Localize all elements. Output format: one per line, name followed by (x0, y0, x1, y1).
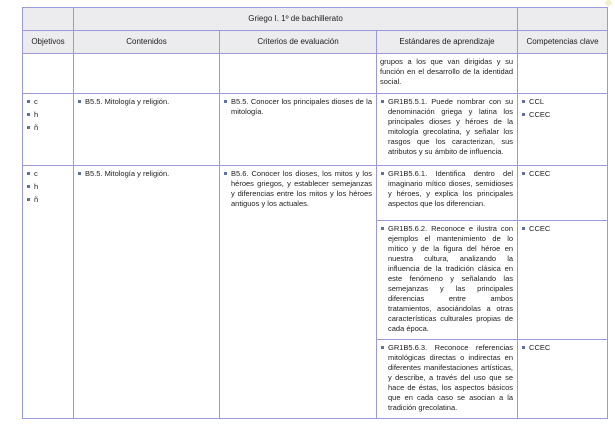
bullet-square-icon (27, 126, 30, 129)
objetivo-item (26, 182, 69, 192)
contenidos-cell (74, 166, 220, 419)
criterio-text: B5.6. Conocer los dioses, los mitos y los héroes griegos, y establecer semejanzas y diferencias entre los mitos y los héroes antiguos y los actuales. (231, 169, 372, 208)
table-row-continuation (23, 54, 608, 94)
bullet-square-icon (27, 172, 30, 175)
estandar-item (380, 169, 513, 209)
criterios-cell (220, 94, 377, 166)
bullet-square-icon (224, 100, 227, 103)
competencia-item (521, 224, 603, 234)
competencia-text: CCEC (529, 169, 551, 178)
column-header-estandares: Estándares de aprendizaje (377, 31, 518, 54)
estandar-item (380, 97, 513, 157)
bullet-square-icon (381, 227, 384, 230)
criterios-cell-empty (220, 54, 377, 94)
group-header-empty-left (23, 8, 74, 31)
criterio-item (223, 169, 372, 209)
bullet-square-icon (27, 198, 30, 201)
criterios-cell (220, 166, 377, 419)
objetivos-cell (23, 166, 74, 419)
competencia-item (521, 110, 603, 120)
table-row-b56-sub1 (23, 166, 608, 221)
estandares-cell (377, 221, 518, 340)
objetivo-text: c (34, 97, 38, 106)
objetivos-cell-empty (23, 54, 74, 94)
column-header-objetivos: Objetivos (23, 31, 74, 54)
competencia-text: CCL (529, 97, 545, 106)
objetivo-item (26, 110, 69, 120)
curriculum-table (22, 7, 608, 419)
bullet-square-icon (27, 185, 30, 188)
bullet-square-icon (27, 113, 30, 116)
bullet-square-icon (522, 172, 525, 175)
estandares-cell (377, 340, 518, 419)
competencias-cell (518, 166, 608, 221)
criterio-item (223, 97, 372, 117)
bullet-square-icon (224, 172, 227, 175)
contenidos-cell-empty (74, 54, 220, 94)
column-header-competencias: Competencias clave (518, 31, 608, 54)
objetivo-item (26, 97, 69, 107)
bullet-square-icon (78, 100, 81, 103)
contenido-item (77, 169, 215, 179)
group-title-cell (74, 8, 518, 31)
estandar-text: GR1B5.6.3. Reconoce referencias mitológicas directas o indirectas en diferentes manifestaciones artísticas, y describe, a través del uso que se hace de éstas, los aspectos básicos que en cada caso se asocian a la tradición grecolatina. (388, 343, 514, 412)
objetivos-cell (23, 94, 74, 166)
estandar-text: GR1B5.5.1. Puede nombrar con su denominación griega y latina los principales dioses y héroes de la mitología grecolatina, y señalar los rasgos que los caracterizan, sus atributos y su ámbito de influencia. (388, 97, 514, 156)
contenidos-cell (74, 94, 220, 166)
estandar-item (380, 343, 513, 413)
objetivo-text: c (34, 169, 38, 178)
bullet-square-icon (522, 346, 525, 349)
objetivo-item (26, 123, 69, 133)
competencia-text: CCEC (529, 110, 551, 119)
group-header-empty-right (518, 8, 608, 31)
contenido-text: B5.5. Mitología y religión. (85, 169, 170, 178)
bullet-square-icon (27, 100, 30, 103)
estandares-cell (377, 94, 518, 166)
bullet-square-icon (381, 100, 384, 103)
competencia-item (521, 343, 603, 353)
criterio-text: B5.5. Conocer los principales dioses de la mitología. (231, 97, 372, 116)
objetivo-text: ñ (34, 195, 39, 204)
competencias-cell (518, 94, 608, 166)
table-row-b55 (23, 94, 608, 166)
bullet-square-icon (78, 172, 81, 175)
bullet-square-icon (381, 172, 384, 175)
competencias-cell (518, 221, 608, 340)
objetivo-item (26, 195, 69, 205)
contenido-text: B5.5. Mitología y religión. (85, 97, 170, 106)
estandares-cell (377, 166, 518, 221)
estandar-text: GR1B5.6.1. Identifica dentro del imaginario mítico dioses, semidioses y héroes, y explica los principales aspectos que los diferencian. (388, 169, 514, 208)
objetivo-item (26, 169, 69, 179)
competencia-text: CCEC (529, 343, 551, 352)
column-header-row (23, 31, 608, 54)
objetivo-text: h (34, 110, 39, 119)
bullet-square-icon (522, 113, 525, 116)
column-header-contenidos: Contenidos (74, 31, 220, 54)
estandares-cell (377, 54, 518, 94)
competencia-text: CCEC (529, 224, 551, 233)
page-corner-highlight-mark (605, 0, 612, 6)
bullet-square-icon (522, 227, 525, 230)
group-header-row (23, 8, 608, 31)
bullet-square-icon (522, 100, 525, 103)
column-header-criterios: Criterios de evaluación (220, 31, 377, 54)
competencia-item (521, 97, 603, 107)
competencias-cell-empty (518, 54, 608, 94)
competencia-item (521, 169, 603, 179)
competencias-cell (518, 340, 608, 419)
estandar-item (380, 224, 513, 334)
bullet-square-icon (381, 346, 384, 349)
group-title: Griego I. 1º de bachillerato (248, 14, 343, 23)
contenido-item (77, 97, 215, 107)
objetivo-text: h (34, 182, 39, 191)
estandar-text: GR1B5.6.2. Reconoce e ilustra con ejemplos el mantenimiento de lo mítico y de la figura del héroe en nuestra cultura, analizando la influencia de la tradición clásica en este fenómeno y señalando las semejanzas y las principales diferencias entre ambos tratamientos, asociándolas a otras características culturales propias de cada época. (388, 224, 514, 333)
estandar-text: grupos a los que van dirigidas y su función en el desarrollo de la identidad social. (380, 57, 514, 86)
objetivo-text: ñ (34, 123, 39, 132)
